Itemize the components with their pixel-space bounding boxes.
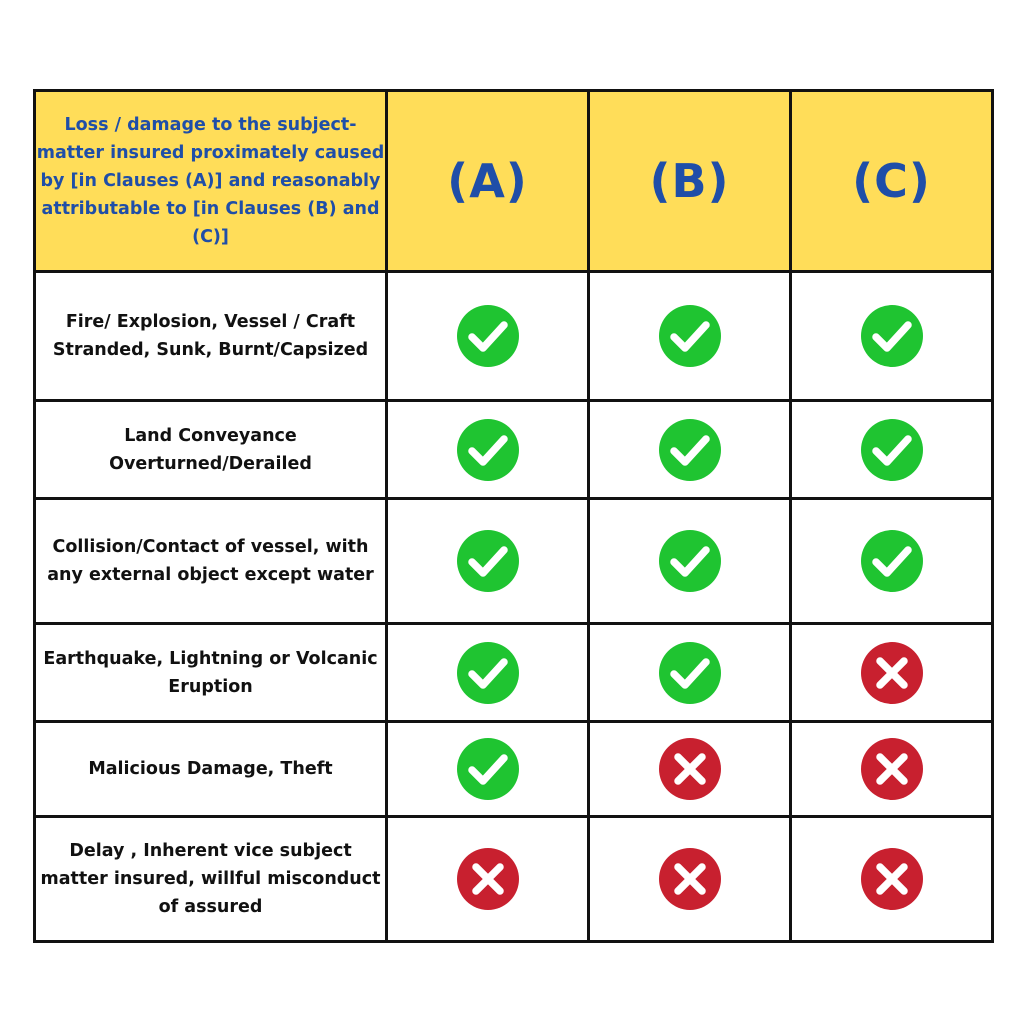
check-circle-icon [658, 529, 722, 593]
coverage-cell [387, 272, 589, 401]
coverage-cell [387, 817, 589, 942]
table-row [35, 272, 993, 401]
coverage-cell [589, 499, 791, 624]
x-circle-icon [456, 847, 520, 911]
coverage-cell [589, 624, 791, 722]
row-label: Earthquake, Lightning or Volcanic Eruption [35, 624, 387, 722]
column-header-b: (B) [589, 91, 791, 272]
coverage-table [33, 89, 994, 943]
check-circle-icon [658, 304, 722, 368]
coverage-cell [791, 624, 993, 722]
x-circle-icon [860, 847, 924, 911]
check-circle-icon [456, 304, 520, 368]
coverage-cell [387, 624, 589, 722]
check-circle-icon [860, 529, 924, 593]
row-label: Delay , Inherent vice subject matter insured, willful misconduct of assured [35, 817, 387, 942]
row-label: Fire/ Explosion, Vessel / Craft Stranded, Sunk, Burnt/Capsized [35, 272, 387, 401]
table-row [35, 499, 993, 624]
table-row [35, 624, 993, 722]
table-row [35, 817, 993, 942]
column-header-c: (C) [791, 91, 993, 272]
coverage-cell [589, 401, 791, 499]
row-label: Land Conveyance Overturned/Derailed [35, 401, 387, 499]
x-circle-icon [658, 847, 722, 911]
table-row [35, 401, 993, 499]
column-header-a: (A) [387, 91, 589, 272]
check-circle-icon [456, 737, 520, 801]
coverage-cell [589, 817, 791, 942]
check-circle-icon [456, 641, 520, 705]
coverage-cell [589, 272, 791, 401]
coverage-cell [791, 499, 993, 624]
check-circle-icon [456, 529, 520, 593]
check-circle-icon [860, 418, 924, 482]
coverage-cell [387, 401, 589, 499]
check-circle-icon [860, 304, 924, 368]
row-label: Collision/Contact of vessel, with any external object except water [35, 499, 387, 624]
x-circle-icon [658, 737, 722, 801]
coverage-cell [387, 499, 589, 624]
row-label: Malicious Damage, Theft [35, 722, 387, 817]
header-description: Loss / damage to the subject-matter insured proximately caused by [in Clauses (A)] and reasonably attributable to [in Clauses (B) and (C)] [35, 91, 387, 272]
coverage-cell [791, 722, 993, 817]
coverage-cell [589, 722, 791, 817]
header-row [35, 91, 993, 272]
x-circle-icon [860, 641, 924, 705]
coverage-cell [791, 272, 993, 401]
check-circle-icon [658, 641, 722, 705]
table-row [35, 722, 993, 817]
coverage-cell [791, 401, 993, 499]
check-circle-icon [658, 418, 722, 482]
coverage-cell [791, 817, 993, 942]
x-circle-icon [860, 737, 924, 801]
coverage-cell [387, 722, 589, 817]
check-circle-icon [456, 418, 520, 482]
